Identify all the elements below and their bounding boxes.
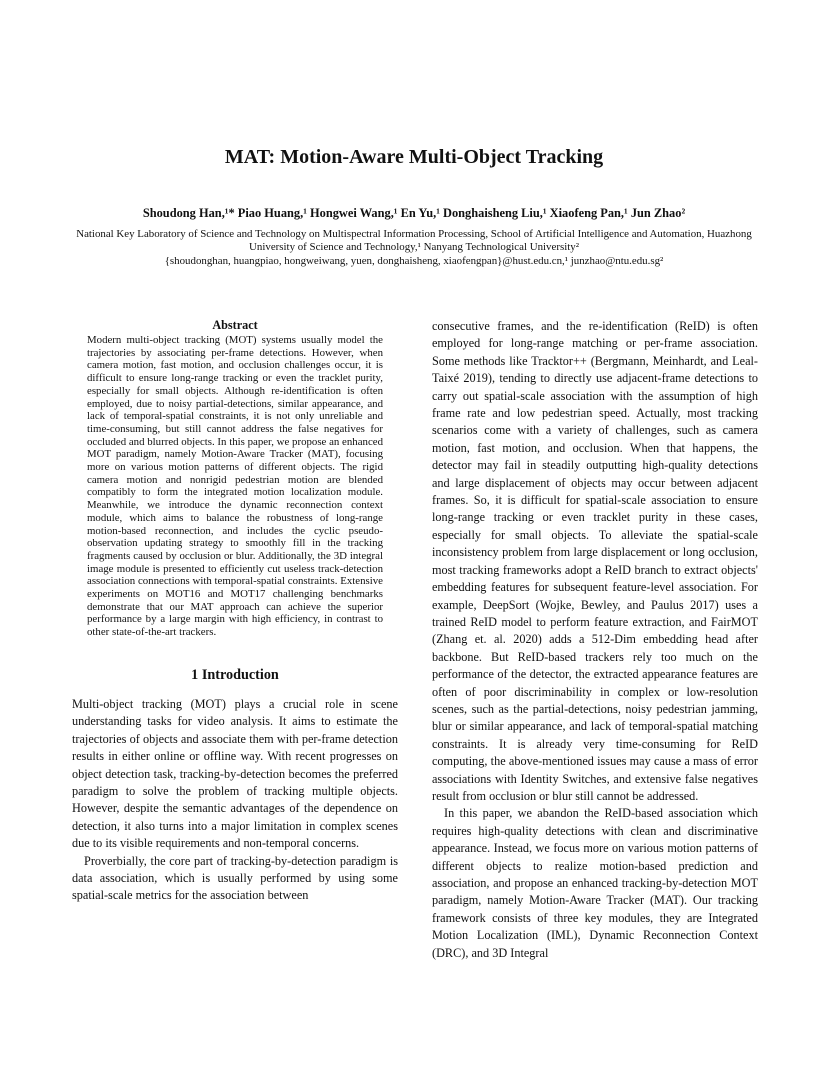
right-column <box>432 318 758 962</box>
intro-paragraph-2: Proverbially, the core part of tracking-by-detection paradigm is data association, which is usually performed by using some spatial-scale metrics for the association between <box>72 853 398 903</box>
right-paragraph-1: consecutive frames, and the re-identification (ReID) is often employed for long-range matching or per-frame association. Some methods like Tracktor++ (Bergmann, Meinhardt, and Leal-Taixé 2019), tending to directly use adjacent-frame detections to carry out spatial-scale association with the assumption of high frame rate and low pedestrian speed. Actually, most tracking scenarios come with a variety of challenges, such as camera motion, fast motion, and occlusion. When that happens, the detector may fail in steadily outputting high-quality detections and large displacement of objects may occur between adjacent frames. So, it is difficult for spatial-scale association to ensure long-range tracking or even tracklet purity in these cases, especially for small objects. To alleviate the spatial-scale inconsistency problem from large displacement or long occlusion, most tracking frameworks adopt a ReID branch to extract objects' embedding features for subsequent feature-level association. For example, DeepSort (Wojke, Bewley, and Paulus 2017) uses a trained ReID model to perform feature extraction, and FairMOT (Zhang et. al. 2020) adds a 512-Dim embedding head after backbone. But ReID-based trackers rely too much on the performance of the detector, the extracted appearance features are often of poor discriminability in complex or low-resolution scenes, such as the partial-detections, noisy pedestrian jamming, blur or similar appearance, and lack of temporal-spatial matching constraints. It is already very time-consuming for ReID computing, the above-mentioned issues may cause a mass of error associations with Identity Switches, and extensive false negatives result from occlusion or blur still cannot be addressed. <box>432 319 758 803</box>
intro-paragraph-1: Multi-object tracking (MOT) plays a crucial role in scene understanding tasks for video analysis. It aims to estimate the trajectories of objects and associate them with per-frame detection results in either online or offline way. With recent progresses on object detection task, tracking-by-detection becomes the preferred paradigm to solve the problem of tracking multiple objects. However, despite the semantic advantages of the dependence on detection, it also turns into a major limitation in complex scenes due to its visible requirements and non-temporal concerns. <box>72 696 398 851</box>
left-column <box>72 318 398 905</box>
right-paragraph-2: In this paper, we abandon the ReID-based association which requires high-quality detections with clean and discriminative appearance. Instead, we focus more on various motion patterns of different objects to realize motion-based prediction and association, and propose an enhanced tracking-by-detection MOT paradigm, namely Motion-Aware Tracker (MAT). Our tracking framework consists of three key modules, they are Integrated Motion Localization (IML), Dynamic Reconnection Context (DRC), and 3D Integral <box>432 806 758 960</box>
abstract-paragraph: Modern multi-object tracking (MOT) systems usually model the trajectories by associating per-frame detections. However, when camera motion, fast motion, and occlusion challenges occur, it is difficult to ensure long-range tracking or even the tracklet purity, especially for small objects. Although re-identification is often employed, due to noisy partial-detections, similar appearance, and lack of temporal-spatial constraints, it is not only unreliable and time-consuming, but still cannot address the false negatives for occluded and blurred objects. In this paper, we propose an enhanced MOT paradigm, namely Motion-Aware Tracker (MAT), focusing more on various motion patterns of different objects. The rigid camera motion and nonrigid pedestrian motion are blended compatibly to form the integrated motion localization module. Meanwhile, we introduce the dynamic reconnection context module, which aims to balance the robustness of long-range motion-based reconnection, and includes the cyclic pseudo-observation updating strategy to smoothly fill in the tracking fragments caused by occlusion or blur. Additionally, the 3D integral image module is presented to efficiently cut useless track-detection association connections with temporal-spatial constraints. Extensive experiments on MOT16 and MOT17 challenging benchmarks demonstrate that our MAT approach can achieve the superior performance by a large margin with high efficiency, in contrast to other state-of-the-art trackers. <box>87 334 383 639</box>
author-list: Shoudong Han,¹* Piao Huang,¹ Hongwei Wang,¹ En Yu,¹ Donghaisheng Liu,¹ Xiaofeng Pan,¹ Jun Zhao² <box>142 206 686 220</box>
section-heading-introduction: 1 Introduction <box>191 666 279 683</box>
abstract-text <box>87 334 383 639</box>
affiliations <box>72 228 756 268</box>
paper-title: MAT: Motion-Aware Multi-Object Tracking <box>224 146 604 168</box>
abstract-heading: Abstract <box>212 318 258 332</box>
affiliation-institutions: National Key Laboratory of Science and Technology on Multispectral Information Processing, School of Artificial Intelligence and Automation, Huazhong University of Science and Technology,¹ Nanyang Technological University² <box>76 228 752 254</box>
affiliation-emails: {shoudonghan, huangpiao, hongweiwang, yuen, donghaisheng, xiaofengpan}@hust.edu.cn,¹ junzhao@ntu.edu.sg² <box>164 254 664 267</box>
